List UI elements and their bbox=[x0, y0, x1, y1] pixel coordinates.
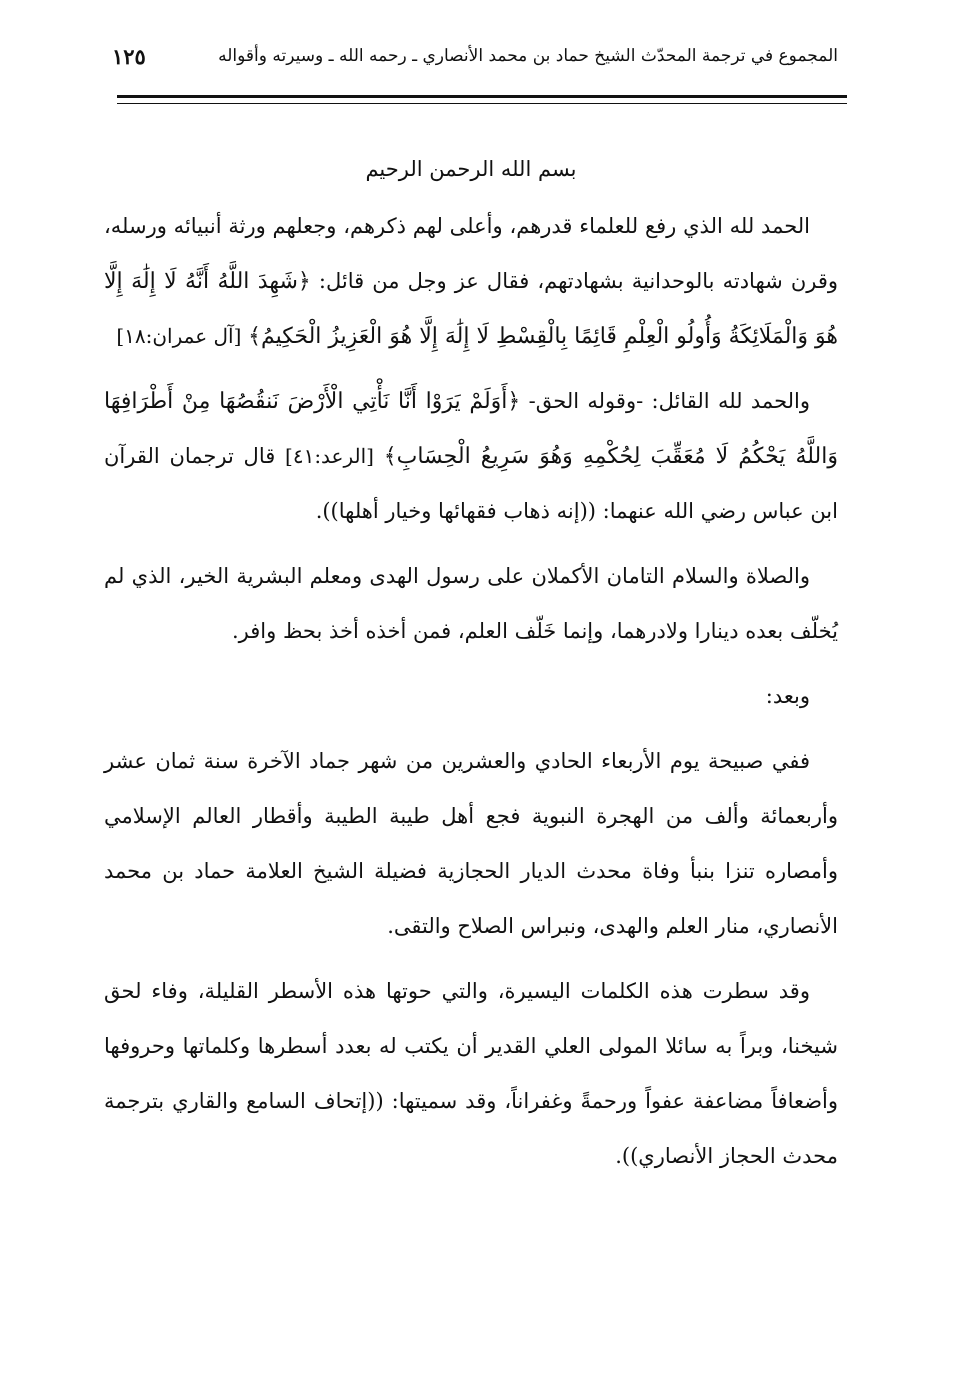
verse-reference: [آل عمران:١٨] bbox=[116, 324, 242, 348]
paragraph-book-title bbox=[104, 964, 838, 1184]
paragraph-praise-scholars bbox=[104, 199, 838, 364]
quran-verse: ﴿أَوَلَمْ يَرَوْا أَنَّا نَأْتِي الْأَرْضَ نَنقُصُهَا مِنْ أَطْرَافِهَا وَاللَّهُ يَحْكُمُ لَا مُعَقِّبَ لِحُكْمِهِ وَهُوَ سَرِيعُ الْحِسَابِ﴾ bbox=[104, 389, 838, 469]
page-body bbox=[104, 142, 838, 1194]
paragraph-salutation bbox=[104, 549, 838, 659]
basmala: بسم الله الرحمن الرحيم bbox=[365, 157, 577, 181]
paragraph-praise-god bbox=[104, 374, 838, 539]
paragraph-text: الحمد لله الذي رفع للعلماء قدرهم، وأعلى لهم ذكرهم، وجعلهم ورثة أنبيائه ورسله، وقرن شهادته بالوحدانية بشهادتهم، فقال عز وجل من قائل: bbox=[104, 214, 839, 293]
paragraph-death-news bbox=[104, 734, 838, 954]
paragraph-text: والحمد لله القائل: -وقوله الحق- bbox=[528, 389, 810, 413]
paragraph-text: والصلاة والسلام التامان الأكملان على رسول الهدى ومعلم البشرية الخير، الذي لم يُخلّف بعده دينارا ولادرهما، وإنما خَلّف العلم، فمن أخذه أخذ بحظ وافر. bbox=[104, 564, 838, 643]
paragraph-text: ففي صبيحة يوم الأربعاء الحادي والعشرين من شهر جماد الآخرة سنة ثمان عشر وأربعمائة وألف من الهجرة النبوية فجع أهل طيبة الطيبة وأقطار العالم الإسلامي وأمصاره تنزا بنبأ وفاة محدث الديار الحجازية فضيلة الشيخ العلامة حماد بن محمد الأنصاري، منار العلم والهدى، ونبراس الصلاح والتقى. bbox=[104, 749, 838, 938]
verse-reference: [الرعد:٤١] bbox=[285, 444, 374, 468]
page-header bbox=[100, 42, 838, 82]
header-rule-thick bbox=[117, 95, 847, 98]
running-header-title: المجموع في ترجمة المحدّث الشيخ حماد بن محمد الأنصاري ـ رحمه الله ـ وسيرته وأقواله bbox=[218, 46, 838, 66]
paragraph-text: وقد سطرت هذه الكلمات اليسيرة، والتي حوتها هذه الأسطر القليلة، وفاء لحق شيخنا، وبراً به سائلا المولى العلي القدير أن يكتب له بعدد أسطرها وكلماتها وحروفها وأضعافاً مضاعفة عفواً ورحمةً وغفراناً، وقد سميتها: ((إتحاف السامع والقاري بترجمة محدث الحجاز الأنصاري)). bbox=[104, 979, 838, 1168]
paragraph-text: قال ترجمان القرآن ابن عباس رضي الله عنهما: ((إنه ذهاب فقهائها وخيار أهلها)). bbox=[104, 444, 838, 523]
page-number: ١٢٥ bbox=[112, 44, 146, 69]
paragraph-text: وبعد: bbox=[765, 684, 810, 708]
quran-verse: ﴿شَهِدَ اللَّهُ أَنَّهُ لَا إِلَٰهَ إِلَّا هُوَ وَالْمَلَائِكَةُ وَأُولُو الْعِلْمِ قَائِمًا بِالْقِسْطِ لَا إِلَٰهَ إِلَّا هُوَ الْعَزِيزُ الْحَكِيمُ﴾ bbox=[104, 269, 838, 349]
header-rule-thin bbox=[117, 103, 847, 104]
paragraph-transition bbox=[104, 669, 838, 724]
